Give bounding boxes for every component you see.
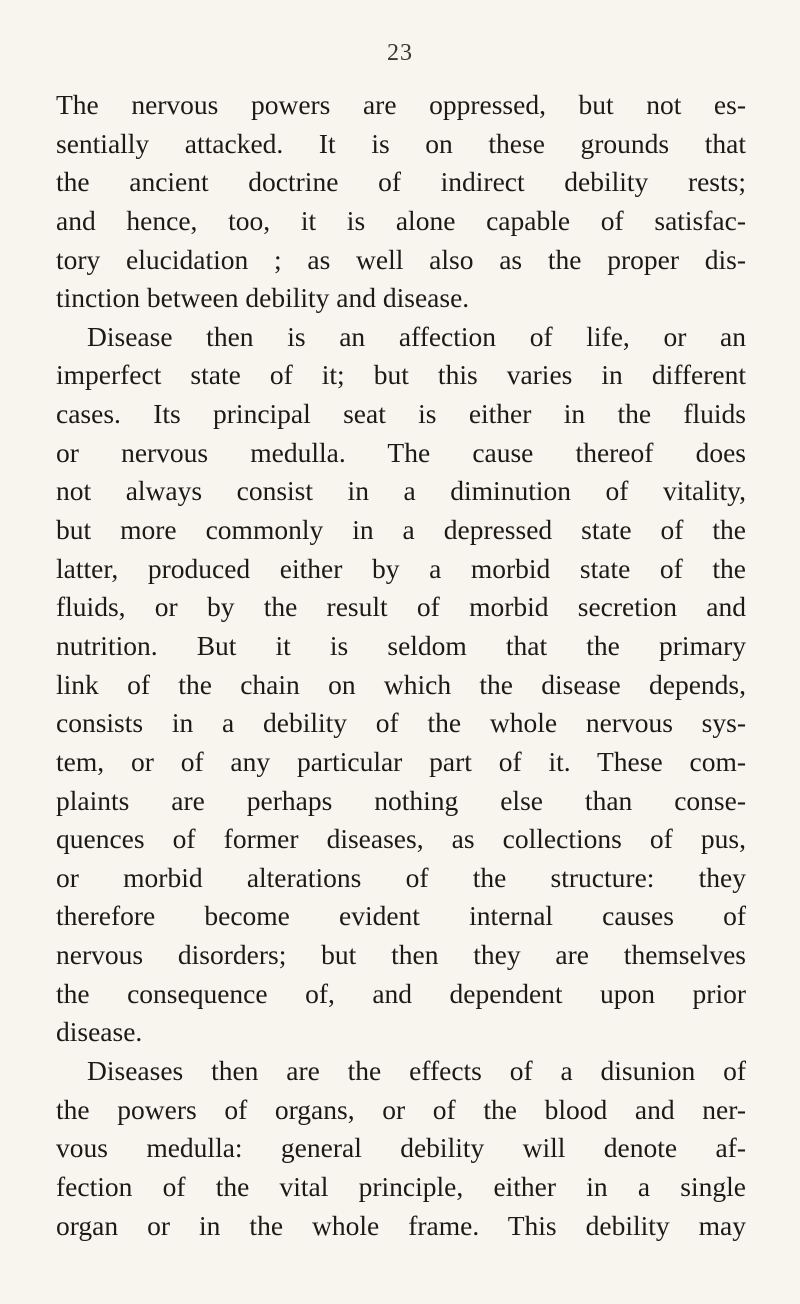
text-line: link of the chain on which the disease depends, — [56, 668, 746, 700]
text-line: tem, or of any particular part of it. These com- — [56, 745, 746, 777]
text-line: Disease then is an affection of life, or an — [87, 320, 746, 352]
text-line: plaints are perhaps nothing else than conse- — [56, 784, 746, 816]
text-line: fection of the vital principle, either in a single — [56, 1170, 746, 1202]
text-line: disease. — [56, 1016, 143, 1048]
page-number: 23 — [387, 40, 413, 66]
text-line: tinction between debility and disease. — [56, 282, 470, 314]
text-line: sentially attacked. It is on these grounds that — [56, 127, 746, 159]
body-text — [56, 86, 746, 1245]
text-line: therefore become evident internal causes of — [56, 900, 746, 932]
text-line: but more commonly in a depressed state of the — [56, 514, 746, 546]
text-line: cases. Its principal seat is either in the fluids — [56, 398, 746, 430]
text-line: vous medulla: general debility will denote af- — [56, 1132, 746, 1164]
text-line: organ or in the whole frame. This debility may — [56, 1209, 746, 1241]
text-line: and hence, too, it is alone capable of satisfac- — [56, 204, 746, 236]
text-line: The nervous powers are oppressed, but not es- — [56, 89, 746, 120]
text-line: latter, produced either by a morbid state of the — [56, 552, 746, 584]
text-line: the consequence of, and dependent upon prior — [56, 977, 746, 1009]
text-line: or morbid alterations of the structure: they — [56, 861, 746, 893]
text-line: the ancient doctrine of indirect debility rests; — [56, 166, 746, 198]
text-line: fluids, or by the result of morbid secretion and — [56, 591, 746, 623]
text-line: quences of former diseases, as collections of pus, — [56, 823, 746, 855]
text-line: Diseases then are the effects of a disunion of — [87, 1055, 746, 1087]
text-line: not always consist in a diminution of vitality, — [56, 475, 746, 507]
text-line: imperfect state of it; but this varies in different — [56, 359, 746, 391]
text-line: the powers of organs, or of the blood and ner- — [56, 1093, 746, 1125]
text-line: tory elucidation ; as well also as the proper dis- — [56, 243, 746, 275]
text-line: consists in a debility of the whole nervous sys- — [56, 707, 746, 739]
text-line: nervous disorders; but then they are themselves — [56, 939, 746, 971]
text-line: or nervous medulla. The cause thereof does — [56, 436, 746, 468]
text-line: nutrition. But it is seldom that the primary — [56, 629, 746, 661]
